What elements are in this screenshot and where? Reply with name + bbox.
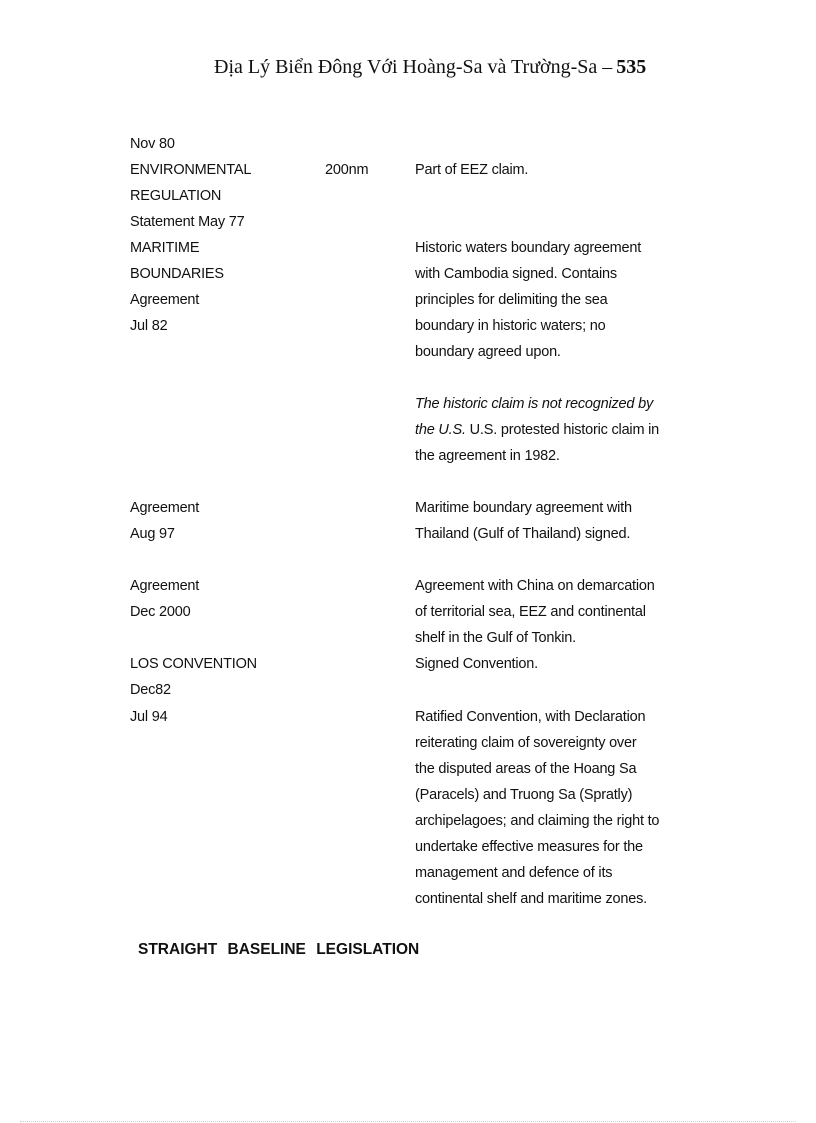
row-label: LOS CONVENTION xyxy=(130,656,257,672)
row-description: Ratified Convention, with Declaration xyxy=(415,709,646,725)
row-label: Jul 82 xyxy=(130,318,168,334)
section-heading: STRAIGHT BASELINE LEGISLATION xyxy=(138,941,420,958)
row-description xyxy=(415,421,659,439)
row-label: ENVIRONMENTAL xyxy=(130,162,252,178)
row-label: Dec 2000 xyxy=(130,604,191,620)
plain-fragment: U.S. protested historic claim in xyxy=(465,422,660,438)
row-description: boundary agreed upon. xyxy=(415,344,561,360)
row-label: Agreement xyxy=(130,500,200,516)
row-description: archipelagoes; and claiming the right to xyxy=(415,813,660,829)
row-description: the disputed areas of the Hoang Sa xyxy=(415,761,637,777)
row-description: Signed Convention. xyxy=(415,656,538,672)
running-header xyxy=(214,56,646,79)
row-label: Dec82 xyxy=(130,682,171,698)
row-label: REGULATION xyxy=(130,188,222,204)
row-description: Historic waters boundary agreement xyxy=(415,240,642,256)
italic-fragment: the U.S. xyxy=(415,422,466,438)
row-limit: 200nm xyxy=(325,162,369,178)
row-description: Maritime boundary agreement with xyxy=(415,500,632,516)
row-label: BOUNDARIES xyxy=(130,266,224,282)
header-title: Địa Lý Biển Đông Với Hoàng-Sa và Trường-Sa – xyxy=(214,56,613,78)
row-label: Nov 80 xyxy=(130,136,175,152)
row-description: the agreement in 1982. xyxy=(415,448,560,464)
row-description: boundary in historic waters; no xyxy=(415,318,606,334)
footer-divider xyxy=(20,1121,796,1122)
row-description: principles for delimiting the sea xyxy=(415,292,608,308)
row-label: Statement May 77 xyxy=(130,214,245,230)
row-description: continental shelf and maritime zones. xyxy=(415,891,647,907)
page-number: 535 xyxy=(616,56,647,78)
row-label: MARITIME xyxy=(130,240,200,256)
row-label: Aug 97 xyxy=(130,526,175,542)
row-description: reiterating claim of sovereignty over xyxy=(415,735,637,751)
row-label: Agreement xyxy=(130,578,200,594)
row-description: management and defence of its xyxy=(415,865,613,881)
row-description: shelf in the Gulf of Tonkin. xyxy=(415,630,576,646)
row-description-italic: The historic claim is not recognized by xyxy=(415,396,653,412)
row-description: undertake effective measures for the xyxy=(415,839,643,855)
row-description: of territorial sea, EEZ and continental xyxy=(415,604,646,620)
row-label: Jul 94 xyxy=(130,709,168,725)
row-label: Agreement xyxy=(130,292,200,308)
row-description: Agreement with China on demarcation xyxy=(415,578,655,594)
row-description: Thailand (Gulf of Thailand) signed. xyxy=(415,526,631,542)
row-description: with Cambodia signed. Contains xyxy=(415,266,617,282)
row-description: Part of EEZ claim. xyxy=(415,162,529,178)
row-description: (Paracels) and Truong Sa (Spratly) xyxy=(415,787,633,803)
